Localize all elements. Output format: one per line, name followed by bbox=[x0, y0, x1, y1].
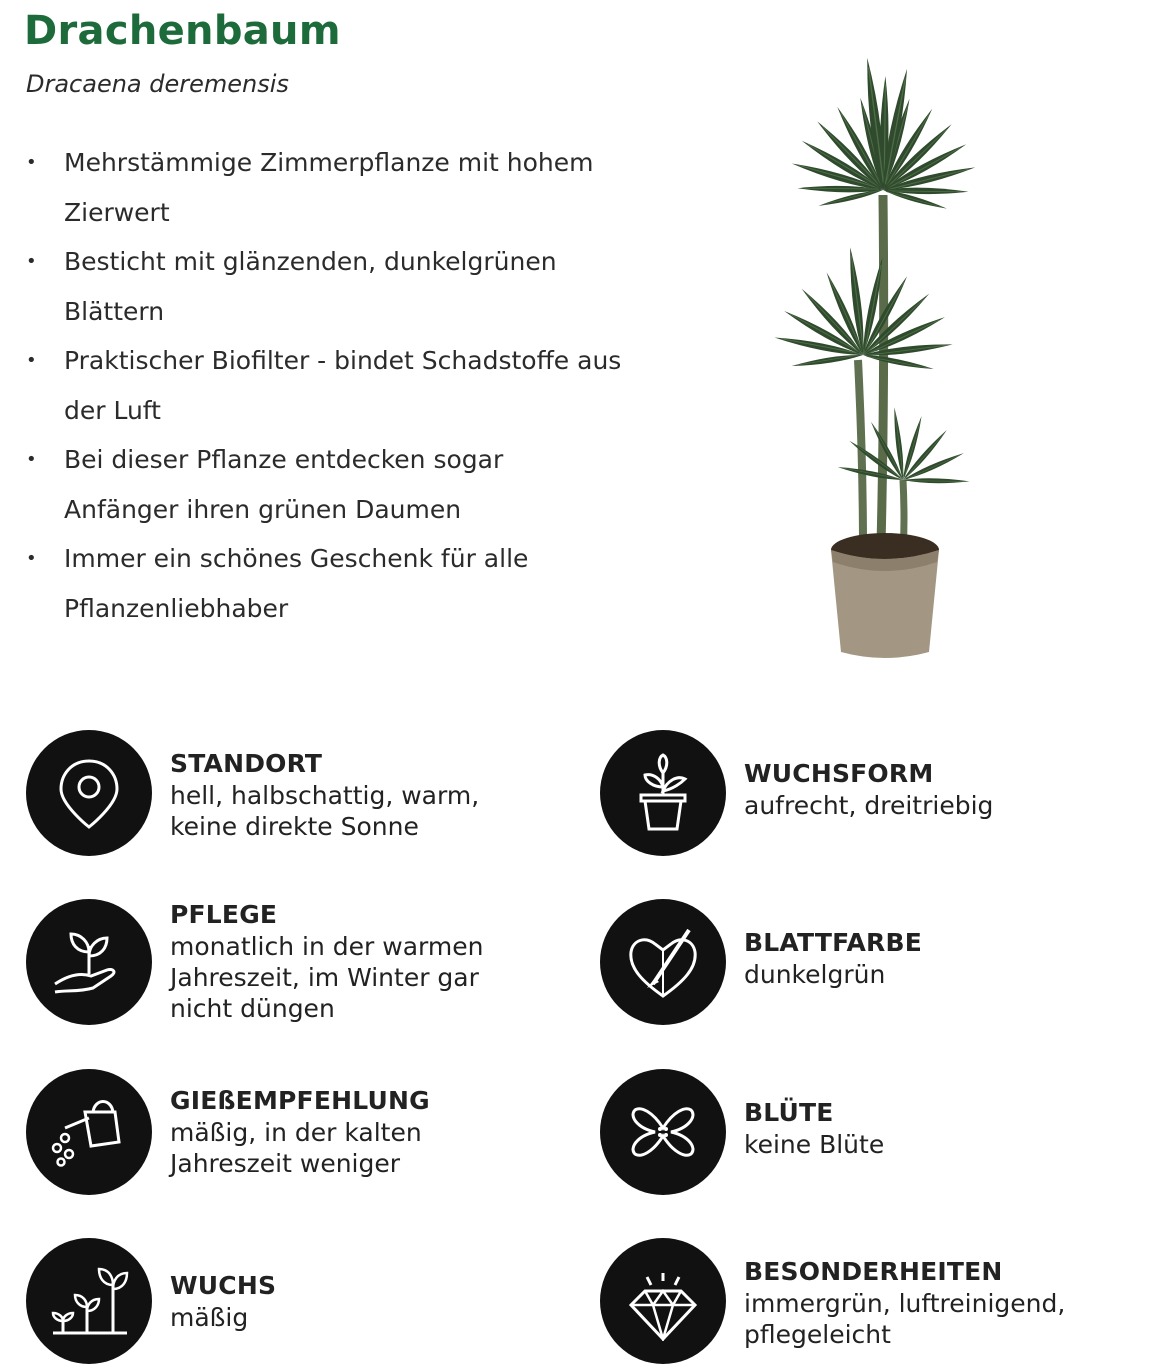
product-title: Drachenbaum bbox=[24, 8, 341, 54]
feature-value: hell, halbschattig, warm, keine direkte Sonne bbox=[170, 781, 480, 841]
feature-standort bbox=[26, 730, 546, 860]
hand-seedling-icon bbox=[49, 922, 129, 1002]
feature-value: monatlich in der warmen Jahreszeit, im Winter gar nicht düngen bbox=[170, 932, 484, 1023]
feature-icon-badge bbox=[26, 1238, 152, 1364]
feature-giessempfehlung bbox=[26, 1069, 546, 1199]
feature-besonderheiten bbox=[600, 1238, 1120, 1368]
list-item: • Besticht mit glänzenden, dunkelgrünen Blättern bbox=[24, 237, 624, 336]
feature-blattfarbe bbox=[600, 899, 1120, 1029]
bullet-dot: • bbox=[26, 449, 37, 470]
bullet-dot: • bbox=[26, 548, 37, 569]
list-item: • Mehrstämmige Zimmerpflanze mit hohem Zierwert bbox=[24, 138, 624, 237]
feature-icon-badge bbox=[600, 1238, 726, 1364]
botanical-name: Dracaena deremensis bbox=[26, 70, 289, 98]
feature-icon-badge bbox=[600, 730, 726, 856]
feature-value: dunkelgrün bbox=[744, 960, 886, 989]
feature-icon-badge bbox=[26, 730, 152, 856]
bullet-dot: • bbox=[26, 251, 37, 272]
feature-wuchs bbox=[26, 1238, 546, 1368]
feature-icon-badge bbox=[600, 1069, 726, 1195]
feature-icon-badge bbox=[26, 1069, 152, 1195]
feature-label: BLÜTE bbox=[744, 1098, 834, 1127]
plant-image bbox=[745, 0, 1015, 670]
feature-label: STANDORT bbox=[170, 749, 323, 778]
feature-wuchsform bbox=[600, 730, 1120, 860]
feature-label: WUCHS bbox=[170, 1271, 277, 1300]
feature-label: BESONDERHEITEN bbox=[744, 1257, 1003, 1286]
feature-label: GIEßEMPFEHLUNG bbox=[170, 1086, 430, 1115]
feature-bluete bbox=[600, 1069, 1120, 1199]
watering-can-icon bbox=[49, 1092, 129, 1172]
potted-plant-icon bbox=[623, 753, 703, 833]
feature-value: keine Blüte bbox=[744, 1130, 885, 1159]
location-pin-icon bbox=[49, 753, 129, 833]
diamond-icon bbox=[623, 1261, 703, 1341]
growing-sprouts-icon bbox=[49, 1261, 129, 1341]
leaf-brush-icon bbox=[623, 922, 703, 1002]
feature-value: mäßig, in der kalten Jahreszeit weniger bbox=[170, 1118, 422, 1178]
feature-value: aufrecht, dreitriebig bbox=[744, 791, 994, 820]
list-item: • Bei dieser Pflanze entdecken sogar Anfänger ihren grünen Daumen bbox=[24, 435, 624, 534]
feature-icon-badge bbox=[26, 899, 152, 1025]
feature-pflege bbox=[26, 899, 546, 1029]
bullet-dot: • bbox=[26, 350, 37, 371]
list-item: • Immer ein schönes Geschenk für alle Pflanzenliebhaber bbox=[24, 534, 624, 633]
feature-value: mäßig bbox=[170, 1303, 249, 1332]
flower-icon bbox=[623, 1092, 703, 1172]
feature-label: WUCHSFORM bbox=[744, 759, 934, 788]
feature-bullet-list bbox=[24, 138, 624, 633]
feature-label: PFLEGE bbox=[170, 900, 278, 929]
feature-value: immergrün, luftreinigend, pflegeleicht bbox=[744, 1289, 1066, 1349]
list-item: • Praktischer Biofilter - bindet Schadstoffe aus der Luft bbox=[24, 336, 624, 435]
feature-icon-badge bbox=[600, 899, 726, 1025]
bullet-dot: • bbox=[26, 152, 37, 173]
feature-label: BLATTFARBE bbox=[744, 928, 923, 957]
